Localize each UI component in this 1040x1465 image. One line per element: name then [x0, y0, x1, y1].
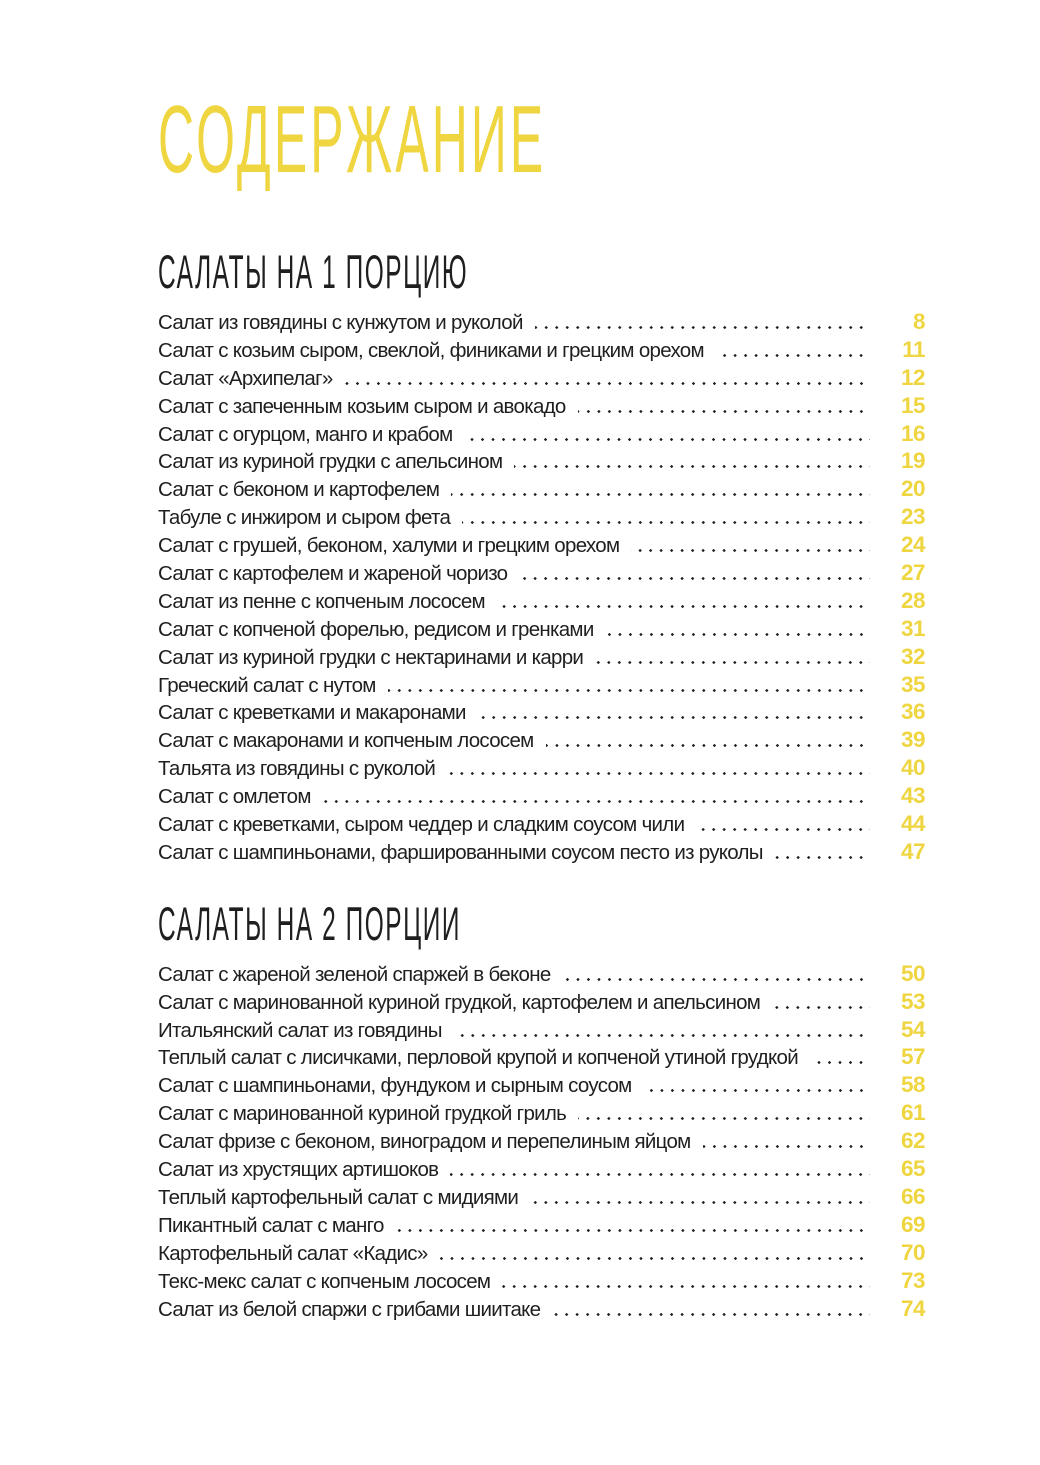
toc-entry — [158, 503, 925, 531]
toc-entry — [158, 838, 925, 866]
dot-leader — [519, 577, 870, 580]
dot-leader — [440, 1257, 870, 1260]
dot-leader — [696, 828, 870, 831]
entry-page-number: 74 — [900, 1295, 925, 1321]
toc-entry — [158, 1239, 925, 1267]
entry-title: Салат с шампиньонами, фаршированными соусом песто из руколы — [158, 840, 763, 864]
dot-leader — [535, 326, 870, 329]
entry-title: Греческий салат с нутом — [158, 673, 376, 697]
toc-entry — [158, 1071, 925, 1099]
entry-title: Салат из куриной грудки с апельсином — [158, 450, 503, 474]
toc-entry — [158, 475, 925, 503]
toc-entry — [158, 726, 925, 754]
section-entries — [158, 960, 925, 1323]
toc-entry — [158, 1016, 925, 1044]
entry-title: Салат с макаронами и копченым лососем — [158, 729, 534, 753]
toc-section — [158, 896, 925, 1323]
entry-title: Салат с жареной зеленой спаржей в беконе — [158, 962, 551, 986]
toc-entry — [158, 1183, 925, 1211]
entry-page-number: 57 — [900, 1044, 925, 1070]
toc-entry — [158, 336, 925, 364]
toc-entry — [158, 1295, 925, 1323]
entry-title: Пикантный салат с манго — [158, 1213, 384, 1237]
toc-entry — [158, 420, 925, 448]
dot-leader — [323, 800, 870, 803]
toc-entry — [158, 615, 925, 643]
entry-title: Салат с маринованной куриной грудкой, картофелем и апельсином — [158, 990, 761, 1014]
dot-leader — [388, 689, 870, 692]
toc-entry — [158, 1267, 925, 1295]
dot-leader — [478, 716, 870, 719]
dot-leader — [497, 605, 870, 608]
entry-title: Салат из говядины с кунжутом и руколой — [158, 311, 523, 334]
entry-title: Салат из хрустящих артишоков — [158, 1158, 439, 1182]
entry-page-number: 8 — [912, 309, 925, 334]
dot-leader — [447, 772, 870, 775]
dot-leader — [631, 549, 870, 552]
section-heading: САЛАТЫ НА 2 ПОРЦИИ — [158, 896, 462, 950]
dot-leader — [703, 1145, 870, 1148]
entry-title: Салат из куриной грудки с нектаринами и карри — [158, 645, 584, 669]
toc-entry — [158, 308, 925, 336]
toc-sections — [158, 245, 925, 1322]
entry-title: Текс-мекс салат с копченым лососем — [158, 1269, 491, 1293]
dot-leader — [644, 1089, 870, 1092]
entry-page-number: 12 — [900, 364, 925, 390]
entry-title: Салат с запеченным козьим сыром и авокадо — [158, 394, 566, 418]
toc-entry — [158, 960, 925, 988]
toc-entry — [158, 1127, 925, 1155]
entry-title: Картофельный салат «Кадис» — [158, 1241, 428, 1265]
section-heading: САЛАТЫ НА 1 ПОРЦИЮ — [158, 245, 469, 298]
entry-page-number: 16 — [900, 420, 925, 446]
dot-leader — [606, 633, 870, 636]
entry-title: Салат с копченой форелью, редисом и гренками — [158, 617, 594, 641]
toc-entry — [158, 531, 925, 559]
entry-page-number: 40 — [900, 755, 925, 781]
entry-page-number: 62 — [900, 1128, 925, 1154]
dot-leader — [454, 1034, 870, 1037]
toc-entry — [158, 392, 925, 420]
toc-entry — [158, 810, 925, 838]
dot-leader — [396, 1229, 870, 1232]
dot-leader — [464, 438, 870, 441]
entry-page-number: 70 — [900, 1239, 925, 1265]
entry-title: Салат с шампиньонами, фундуком и сырным соусом — [158, 1074, 632, 1098]
entry-title: Салат с огурцом, манго и крабом — [158, 422, 453, 446]
toc-entry — [158, 1211, 925, 1239]
toc-entry — [158, 1043, 925, 1071]
entry-title: Тальята из говядины с руколой — [158, 757, 436, 781]
toc-entry — [158, 587, 925, 615]
toc-entry — [158, 559, 925, 587]
dot-leader — [546, 744, 870, 747]
dot-leader — [450, 1173, 870, 1176]
entry-title: Салат с омлетом — [158, 785, 311, 809]
entry-page-number: 39 — [900, 727, 925, 753]
toc-entry — [158, 671, 925, 699]
entry-page-number: 43 — [900, 783, 925, 809]
entry-title: Салат из пенне с копченым лососем — [158, 589, 485, 613]
dot-leader — [462, 521, 870, 524]
toc-entry — [158, 364, 925, 392]
entry-page-number: 15 — [900, 392, 925, 418]
entry-page-number: 32 — [900, 643, 925, 669]
entry-title: Салат с креветками и макаронами — [158, 701, 466, 725]
entry-page-number: 23 — [900, 504, 925, 530]
entry-page-number: 58 — [900, 1072, 925, 1098]
dot-leader — [578, 1117, 870, 1120]
entry-page-number: 27 — [900, 560, 925, 586]
entry-page-number: 73 — [900, 1267, 925, 1293]
dot-leader — [716, 354, 870, 357]
entry-page-number: 69 — [900, 1211, 925, 1237]
entry-page-number: 24 — [900, 532, 925, 558]
dot-leader — [775, 856, 870, 859]
entry-title: Салат с маринованной куриной грудкой гриль — [158, 1102, 567, 1126]
dot-leader — [345, 382, 870, 385]
entry-title: Салат «Архипелаг» — [158, 366, 333, 390]
entry-page-number: 36 — [900, 699, 925, 725]
toc-entry — [158, 754, 925, 782]
entry-title: Салат с козьим сыром, свеклой, финиками и грецким орехом — [158, 338, 704, 362]
dot-leader — [595, 661, 870, 664]
entry-page-number: 20 — [900, 476, 925, 502]
entry-page-number: 28 — [900, 587, 925, 613]
toc-entry — [158, 782, 925, 810]
entry-page-number: 31 — [900, 615, 925, 641]
dot-leader — [451, 493, 870, 496]
dot-leader — [552, 1313, 870, 1316]
page-title: СОДЕРЖАНИЕ — [158, 86, 547, 193]
entry-page-number: 54 — [900, 1016, 925, 1042]
dot-leader — [578, 410, 870, 413]
toc-entry — [158, 447, 925, 475]
entry-page-number: 44 — [900, 811, 925, 837]
entry-page-number: 61 — [900, 1100, 925, 1126]
entry-page-number: 50 — [900, 960, 925, 986]
entry-title: Табуле с инжиром и сыром фета — [158, 506, 451, 530]
dot-leader — [502, 1285, 870, 1288]
entry-title: Итальянский салат из говядины — [158, 1018, 442, 1042]
entry-title: Теплый картофельный салат с мидиями — [158, 1185, 519, 1209]
entry-page-number: 35 — [900, 671, 925, 697]
entry-page-number: 11 — [902, 336, 925, 362]
entry-title: Теплый салат с лисичками, перловой крупой и копченой утиной грудкой — [158, 1046, 798, 1070]
dot-leader — [772, 1006, 870, 1009]
entry-page-number: 47 — [900, 838, 925, 864]
entry-title: Салат с грушей, беконом, халуми и грецким орехом — [158, 534, 620, 558]
entry-title: Салат с креветками, сыром чеддер и сладким соусом чили — [158, 813, 685, 837]
dot-leader — [530, 1201, 870, 1204]
toc-entry — [158, 1155, 925, 1183]
entry-page-number: 65 — [900, 1156, 925, 1182]
entry-page-number: 19 — [900, 448, 925, 474]
entry-page-number: 66 — [900, 1183, 925, 1209]
dot-leader — [514, 465, 870, 468]
toc-entry — [158, 1099, 925, 1127]
toc-section — [158, 245, 925, 866]
toc-entry — [158, 643, 925, 671]
entry-title: Салат фризе с беконом, виноградом и перепелиным яйцом — [158, 1130, 691, 1154]
dot-leader — [810, 1061, 870, 1064]
entry-title: Салат с беконом и картофелем — [158, 478, 440, 502]
toc-entry — [158, 698, 925, 726]
entry-page-number: 53 — [900, 988, 925, 1014]
entry-title: Салат с картофелем и жареной чоризо — [158, 562, 508, 586]
toc-entry — [158, 988, 925, 1016]
section-entries — [158, 308, 925, 866]
entry-title: Салат из белой спаржи с грибами шиитаке — [158, 1297, 541, 1321]
dot-leader — [563, 978, 870, 981]
